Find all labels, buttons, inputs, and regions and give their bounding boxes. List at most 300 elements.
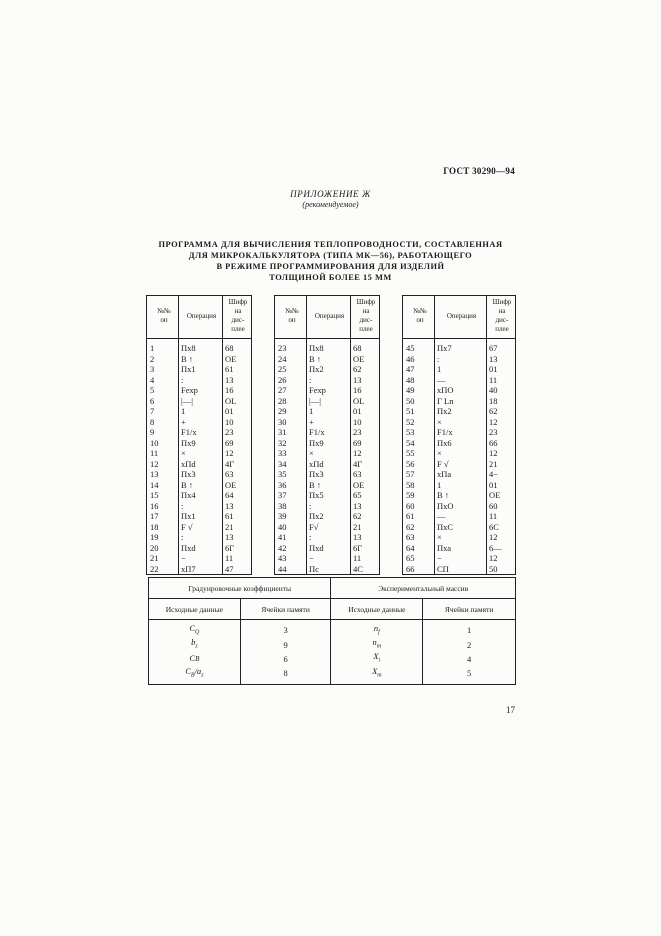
display-code-cell: 13 [353, 500, 362, 511]
table-row [403, 339, 516, 354]
display-code-cell: 18 [489, 395, 498, 406]
step-number: 53 [403, 427, 435, 438]
display-code-cell: 01 [489, 364, 498, 374]
display-code-cell: 60 [489, 500, 498, 511]
step-number: 43 [275, 553, 307, 564]
operation-cell: В ↑ [179, 480, 223, 491]
col-header-operation: Операция [435, 296, 487, 339]
operation-cell: + [307, 417, 351, 428]
display-code-cell: OL [353, 395, 365, 406]
operation-cell: Пх2 [307, 511, 351, 522]
col-header-code: Шифр на дис- плее [487, 296, 516, 339]
col-header-memory-left: Ячейки памяти [240, 599, 331, 620]
operation-cell: : [307, 375, 351, 386]
memory-cell: 5 [466, 667, 472, 678]
memory-cell: 9 [240, 638, 331, 652]
display-code-cell: 16 [353, 385, 362, 395]
table-row [147, 480, 252, 491]
display-code-cell: 6Г [225, 542, 235, 553]
display-code-cell: 23 [225, 427, 234, 437]
operation-cell: хПа [435, 469, 487, 480]
group-header-calibration: Градуировочные коэффициенты [149, 578, 331, 599]
appendix-subtitle: (рекомендуемое) [302, 200, 359, 209]
table-row [275, 469, 380, 480]
display-code-cell: 68 [225, 343, 234, 353]
display-code-cell: 61 [225, 364, 234, 374]
step-number: 7 [147, 406, 179, 417]
display-code-cell: 69 [353, 437, 362, 448]
display-code-cell: 11 [489, 374, 498, 385]
memory-cell: 6 [240, 652, 331, 666]
display-code-cell: 12 [489, 416, 498, 427]
display-code-cell: 62 [353, 511, 362, 521]
table-row [275, 501, 380, 512]
step-number: 40 [275, 522, 307, 533]
table-row [275, 511, 380, 522]
input-symbol: $X_m$ [331, 667, 423, 685]
operation-cell: Пх9 [307, 438, 351, 449]
operation-cell: — [435, 511, 487, 522]
operation-cell: 1 [307, 406, 351, 417]
table-row [403, 364, 516, 375]
display-code-cell: 47 [225, 563, 234, 574]
table-row [149, 620, 516, 639]
operation-cell: : [179, 532, 223, 543]
step-number: 20 [147, 543, 179, 554]
table-row [275, 417, 380, 428]
display-code-cell: 6Г [353, 542, 363, 553]
input-symbol: CB [149, 652, 241, 666]
step-number: 45 [403, 339, 435, 354]
operation-cell: Пс [307, 564, 351, 575]
display-code-cell: 01 [225, 406, 234, 416]
operation-cell: × [307, 448, 351, 459]
table-row [403, 448, 516, 459]
table-row [403, 490, 516, 501]
operation-cell: Пх3 [179, 469, 223, 480]
operation-cell: Пх2 [307, 364, 351, 375]
step-number: 42 [275, 543, 307, 554]
col-header-number: №№ оп [275, 296, 307, 339]
display-code-cell: OL [225, 395, 237, 406]
operation-cell: Пх4 [179, 490, 223, 501]
step-number: 33 [275, 448, 307, 459]
operation-cell: ПхО [435, 501, 487, 512]
step-number: 49 [403, 385, 435, 396]
step-number: 1 [147, 339, 179, 354]
step-number: 22 [147, 564, 179, 575]
operation-cell: Пх8 [307, 339, 351, 354]
display-code-cell: 12 [489, 553, 498, 563]
table-row [147, 385, 252, 396]
step-number: 19 [147, 532, 179, 543]
table-row [147, 375, 252, 386]
operation-cell: хПО [435, 385, 487, 396]
program-table-block-1 [146, 295, 252, 575]
operation-cell: F √ [435, 459, 487, 470]
display-code-cell: 61 [225, 511, 234, 521]
table-row [275, 354, 380, 365]
operation-cell: |—| [179, 396, 223, 407]
display-code-cell: 23 [489, 427, 498, 437]
operation-cell: 1 [435, 480, 487, 491]
operation-cell: Fехр [179, 385, 223, 396]
operation-cell: хП7 [179, 564, 223, 575]
step-number: 38 [275, 501, 307, 512]
memory-cell: 3 [240, 620, 331, 639]
step-number: 17 [147, 511, 179, 522]
col-header-memory-right: Ячейки памяти [423, 599, 516, 620]
display-code-cell: 13 [225, 374, 234, 385]
step-number: 15 [147, 490, 179, 501]
memory-map-table [148, 577, 516, 685]
operation-cell: Пх7 [435, 339, 487, 354]
operation-cell: Fехр [307, 385, 351, 396]
step-number: 18 [147, 522, 179, 533]
operation-cell: × [435, 417, 487, 428]
input-symbol: $n_m$ [331, 638, 423, 652]
display-code-cell: 4− [489, 469, 499, 479]
operation-cell: Пх9 [179, 438, 223, 449]
step-number: 39 [275, 511, 307, 522]
table-row [275, 564, 380, 575]
step-number: 6 [147, 396, 179, 407]
operation-cell: В ↑ [307, 354, 351, 365]
display-code-cell: 4Г [353, 458, 363, 469]
operation-cell: + [179, 417, 223, 428]
display-code-cell: 13 [353, 532, 362, 542]
step-number: 50 [403, 396, 435, 407]
table-row [403, 438, 516, 449]
step-number: 30 [275, 417, 307, 428]
operation-cell: Пх2 [435, 406, 487, 417]
memory-cell: 1 [466, 625, 472, 636]
col-header-input-left: Исходные данные [149, 599, 241, 620]
display-code-cell: ОЕ [225, 479, 237, 490]
operation-cell: — [435, 375, 487, 386]
operation-cell: В ↑ [435, 490, 487, 501]
display-code-cell: 10 [353, 416, 362, 427]
operation-cell: Г Ln [435, 396, 487, 407]
operation-cell: В ↑ [179, 354, 223, 365]
standard-number: ГОСТ 30290—94 [443, 166, 515, 176]
input-symbol: $X_i$ [331, 652, 423, 666]
memory-cell: 2 [466, 639, 472, 650]
display-code-cell: 13 [225, 532, 234, 542]
display-code-cell: 40 [489, 385, 498, 395]
step-number: 4 [147, 375, 179, 386]
operation-cell: Пх1 [179, 364, 223, 375]
table-row [147, 564, 252, 575]
table-row [275, 543, 380, 554]
display-code-cell: 12 [489, 448, 498, 458]
operation-cell: Пх6 [435, 438, 487, 449]
table-row [403, 375, 516, 386]
display-code-cell: 01 [489, 479, 498, 490]
operation-cell: Пх1 [179, 511, 223, 522]
step-number: 55 [403, 448, 435, 459]
col-header-input-right: Исходные данные [331, 599, 423, 620]
display-code-cell: 64 [225, 490, 234, 500]
operation-cell: хПd [307, 459, 351, 470]
table-row [403, 553, 516, 564]
step-number: 47 [403, 364, 435, 375]
table-row [275, 339, 380, 354]
operation-cell: Пх5 [307, 490, 351, 501]
table-row [403, 501, 516, 512]
operation-cell: × [435, 532, 487, 543]
step-number: 34 [275, 459, 307, 470]
title-line-3: В РЕЖИМЕ ПРОГРАММИРОВАНИЯ ДЛЯ ИЗДЕЛИЙ [216, 262, 445, 271]
operation-cell: F1/x [179, 427, 223, 438]
col-header-code: Шифр на дис- плее [351, 296, 380, 339]
display-code-cell: 16 [225, 385, 234, 395]
step-number: 58 [403, 480, 435, 491]
display-code-cell: 21 [225, 521, 234, 532]
page-number: 17 [506, 705, 515, 715]
table-row [147, 339, 252, 354]
table-row [275, 427, 380, 438]
step-number: 31 [275, 427, 307, 438]
title-line-1: ПРОГРАММА ДЛЯ ВЫЧИСЛЕНИЯ ТЕПЛОПРОВОДНОСТИ, СОСТАВЛЕННАЯ [158, 240, 503, 249]
table-row [275, 448, 380, 459]
step-number: 3 [147, 364, 179, 375]
operation-cell: : [179, 375, 223, 386]
table-row [275, 364, 380, 375]
table-row [147, 532, 252, 543]
table-row [147, 543, 252, 554]
display-code-cell: ОЕ [353, 479, 365, 490]
step-number: 46 [403, 354, 435, 365]
table-header-row [275, 296, 380, 339]
table-row [149, 652, 516, 666]
appendix-title: ПРИЛОЖЕНИЕ Ж [290, 189, 371, 199]
table-row [275, 480, 380, 491]
operation-cell: : [307, 532, 351, 543]
memory-cell: 4 [466, 653, 472, 664]
operation-cell: F√ [307, 522, 351, 533]
table-row [147, 364, 252, 375]
table-row [403, 385, 516, 396]
table-row [403, 532, 516, 543]
step-number: 65 [403, 553, 435, 564]
display-code-cell: 50 [489, 563, 498, 574]
table-row [275, 396, 380, 407]
table-row [403, 427, 516, 438]
operation-cell: : [179, 501, 223, 512]
operation-cell: Пх8 [179, 339, 223, 354]
input-symbol: $C_B/a_z$ [149, 667, 241, 685]
display-code-cell: 67 [489, 343, 498, 353]
operation-cell: − [435, 553, 487, 564]
step-number: 48 [403, 375, 435, 386]
operation-cell: ПхС [435, 522, 487, 533]
step-number: 63 [403, 532, 435, 543]
operation-cell: Пх3 [307, 469, 351, 480]
program-table-block-2 [274, 295, 380, 575]
operation-cell: СП [435, 564, 487, 575]
step-number: 12 [147, 459, 179, 470]
step-number: 16 [147, 501, 179, 512]
table-row [403, 354, 516, 365]
step-number: 44 [275, 564, 307, 575]
display-code-cell: 23 [353, 427, 362, 437]
step-number: 64 [403, 543, 435, 554]
operation-cell: Пхd [307, 543, 351, 554]
step-number: 5 [147, 385, 179, 396]
display-code-cell: 12 [353, 448, 362, 458]
table-row [403, 459, 516, 470]
step-number: 54 [403, 438, 435, 449]
operation-cell: 1 [435, 364, 487, 375]
step-number: 29 [275, 406, 307, 417]
operation-cell: × [179, 448, 223, 459]
col-header-code: Шифр на дис- плее [223, 296, 252, 339]
step-number: 8 [147, 417, 179, 428]
table-row [403, 396, 516, 407]
display-code-cell: ОЕ [489, 490, 501, 500]
step-number: 57 [403, 469, 435, 480]
table-row [147, 354, 252, 365]
table-row [147, 406, 252, 417]
display-code-cell: 63 [353, 469, 362, 479]
table-row [403, 469, 516, 480]
table-header-row [147, 296, 252, 339]
step-number: 25 [275, 364, 307, 375]
table-row [403, 522, 516, 533]
operation-cell: 1 [179, 406, 223, 417]
display-code-cell: 65 [353, 490, 362, 500]
table-row [275, 553, 380, 564]
step-number: 61 [403, 511, 435, 522]
step-number: 9 [147, 427, 179, 438]
step-number: 52 [403, 417, 435, 428]
table-row [275, 385, 380, 396]
input-symbol: $b_z$ [149, 638, 241, 652]
group-header-experimental: Экспериментальный массив [331, 578, 516, 599]
input-symbol: $C_Q$ [149, 620, 241, 639]
table-row [403, 564, 516, 575]
operation-cell: В ↑ [307, 480, 351, 491]
operation-cell: Пха [435, 543, 487, 554]
table-row [275, 532, 380, 543]
col-header-operation: Операция [179, 296, 223, 339]
table-row [147, 501, 252, 512]
table-row [403, 511, 516, 522]
display-code-cell: 13 [489, 353, 498, 364]
table-row [147, 448, 252, 459]
table-row [147, 469, 252, 480]
display-code-cell: 12 [489, 532, 498, 542]
step-number: 41 [275, 532, 307, 543]
table-row [147, 490, 252, 501]
display-code-cell: 21 [489, 458, 498, 469]
table-row [403, 480, 516, 491]
step-number: 14 [147, 480, 179, 491]
step-number: 26 [275, 375, 307, 386]
table-row [275, 459, 380, 470]
step-number: 62 [403, 522, 435, 533]
display-code-cell: 4Г [225, 458, 235, 469]
table-row [147, 553, 252, 564]
display-code-cell: 63 [225, 469, 234, 479]
table-row [147, 396, 252, 407]
step-number: 24 [275, 354, 307, 365]
col-header-number: №№ оп [403, 296, 435, 339]
step-number: 13 [147, 469, 179, 480]
display-code-cell: 11 [353, 553, 362, 563]
step-number: 59 [403, 490, 435, 501]
display-code-cell: 01 [353, 406, 362, 416]
step-number: 23 [275, 339, 307, 354]
step-number: 28 [275, 396, 307, 407]
table-row [275, 406, 380, 417]
col-header-operation: Операция [307, 296, 351, 339]
operation-cell: F1/x [435, 427, 487, 438]
step-number: 51 [403, 406, 435, 417]
operation-cell: : [435, 354, 487, 365]
table-row [275, 522, 380, 533]
display-code-cell: 66 [489, 437, 498, 448]
display-code-cell: 11 [489, 511, 498, 521]
table-row [275, 490, 380, 501]
table-row [147, 438, 252, 449]
table-header-row [403, 296, 516, 339]
display-code-cell: 13 [225, 500, 234, 511]
operation-cell: |—| [307, 396, 351, 407]
step-number: 60 [403, 501, 435, 512]
display-code-cell: 12 [225, 448, 234, 458]
display-code-cell: 69 [225, 437, 234, 448]
step-number: 36 [275, 480, 307, 491]
operation-cell: − [179, 553, 223, 564]
step-number: 27 [275, 385, 307, 396]
table-row [149, 638, 516, 652]
table-row [275, 375, 380, 386]
step-number: 21 [147, 553, 179, 564]
table-row [149, 667, 516, 685]
title-line-4: ТОЛЩИНОЙ БОЛЕЕ 15 ММ [269, 273, 392, 282]
display-code-cell: 13 [353, 374, 362, 385]
operation-cell: − [307, 553, 351, 564]
step-number: 2 [147, 354, 179, 365]
operation-cell: хПd [179, 459, 223, 470]
display-code-cell: 10 [225, 416, 234, 427]
display-code-cell: 6С [489, 521, 499, 532]
title-line-2: ДЛЯ МИКРОКАЛЬКУЛЯТОРА (ТИПА МК—56), РАБОТАЮЩЕГО [188, 251, 473, 260]
display-code-cell: 68 [353, 343, 362, 353]
step-number: 37 [275, 490, 307, 501]
program-table-block-3 [402, 295, 516, 575]
step-number: 10 [147, 438, 179, 449]
display-code-cell: ОЕ [353, 353, 365, 364]
operation-cell: F1/x [307, 427, 351, 438]
operation-cell: : [307, 501, 351, 512]
table-row [147, 511, 252, 522]
display-code-cell: 11 [225, 553, 234, 563]
operation-cell: Пхd [179, 543, 223, 554]
operation-cell: F √ [179, 522, 223, 533]
step-number: 66 [403, 564, 435, 575]
step-number: 56 [403, 459, 435, 470]
display-code-cell: 62 [353, 364, 362, 374]
table-row [403, 417, 516, 428]
step-number: 11 [147, 448, 179, 459]
display-code-cell: ОЕ [225, 353, 237, 364]
input-symbol: $n_f$ [331, 620, 423, 639]
display-code-cell: 6— [489, 542, 502, 553]
table-row [147, 459, 252, 470]
